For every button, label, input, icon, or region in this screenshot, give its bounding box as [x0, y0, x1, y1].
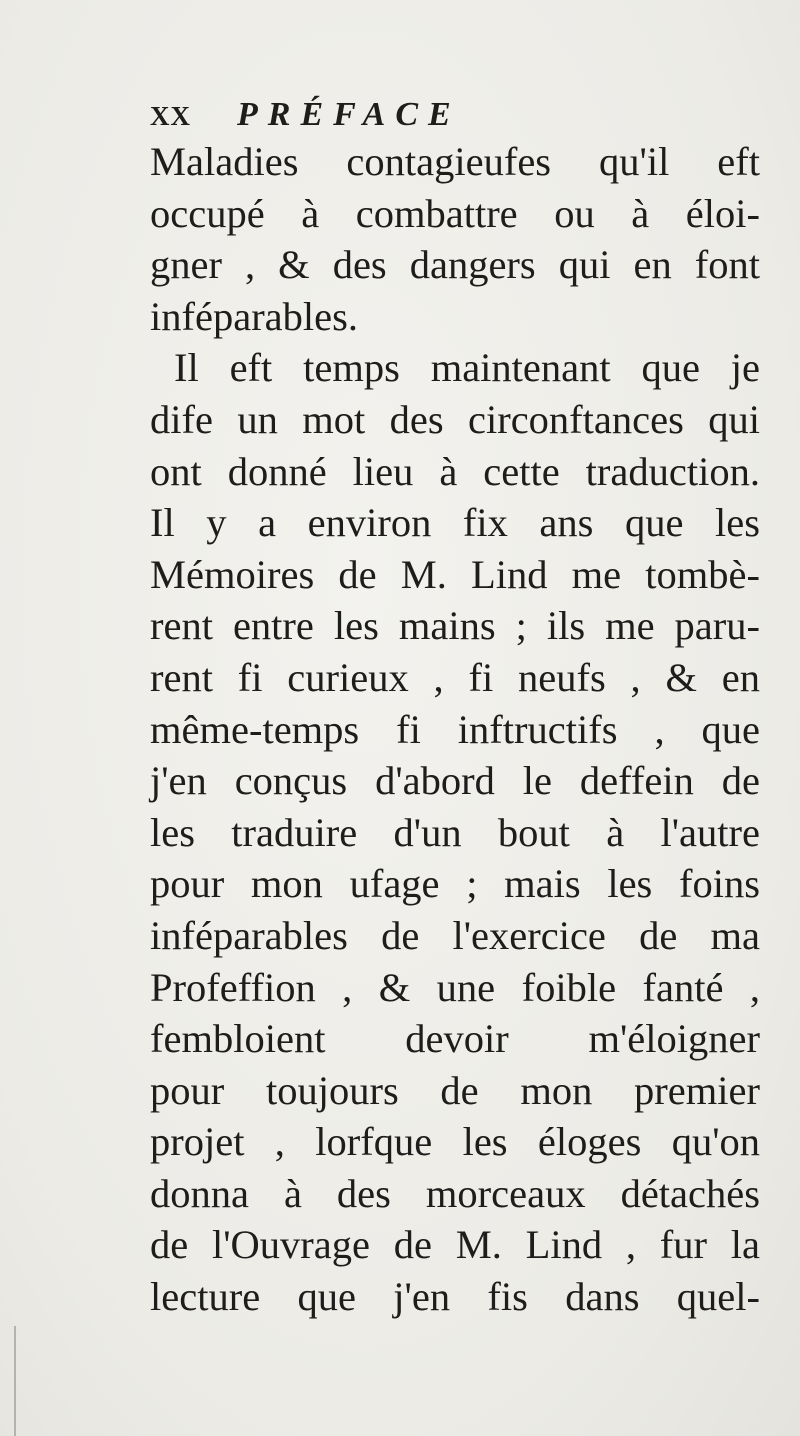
running-title: PRÉFACE — [237, 96, 461, 133]
text-line: ont donné lieu à cette traduction. — [150, 448, 760, 494]
text-line: lecture que j'en fis dans quel- — [150, 1274, 760, 1320]
text-line: Maladies contagieufes qu'il eft — [150, 139, 760, 184]
text-line: j'en conçus d'abord le deffein de — [150, 758, 760, 804]
text-line: les traduire d'un bout à l'autre — [150, 809, 760, 855]
text-line: projet , lorfque les éloges qu'on — [150, 1119, 760, 1165]
text-line: occupé à combattre ou à éloi- — [150, 190, 760, 236]
page-header — [150, 96, 461, 136]
body-text — [150, 136, 760, 1323]
binding-edge — [0, 1326, 16, 1436]
text-line: même-temps fi inftructifs , que — [150, 706, 760, 752]
text-line: inféparables de l'exercice de ma — [150, 912, 760, 958]
page-number: XX — [150, 101, 191, 131]
text-line: Profeffion , & une foible fanté , — [150, 964, 760, 1010]
text-line: Il eft temps maintenant que je — [174, 345, 760, 391]
text-line: fembloient devoir m'éloigner — [150, 1016, 760, 1062]
text-line: pour toujours de mon premier — [150, 1067, 760, 1113]
text-line: de l'Ouvrage de M. Lind , fur la — [150, 1222, 760, 1268]
text-line: gner , & des dangers qui en font — [150, 242, 760, 288]
text-line: dife un mot des circonftances qui — [150, 396, 760, 442]
text-line: Mémoires de M. Lind me tombè- — [150, 551, 760, 597]
text-line: rent fi curieux , fi neufs , & en — [150, 654, 760, 700]
text-line: donna à des morceaux détachés — [150, 1170, 760, 1216]
text-line: Il y a environ fix ans que les — [150, 500, 760, 546]
text-line: rent entre les mains ; ils me paru- — [150, 603, 760, 649]
text-line: inféparables. — [150, 293, 359, 339]
text-line: pour mon ufage ; mais les foins — [150, 861, 760, 907]
